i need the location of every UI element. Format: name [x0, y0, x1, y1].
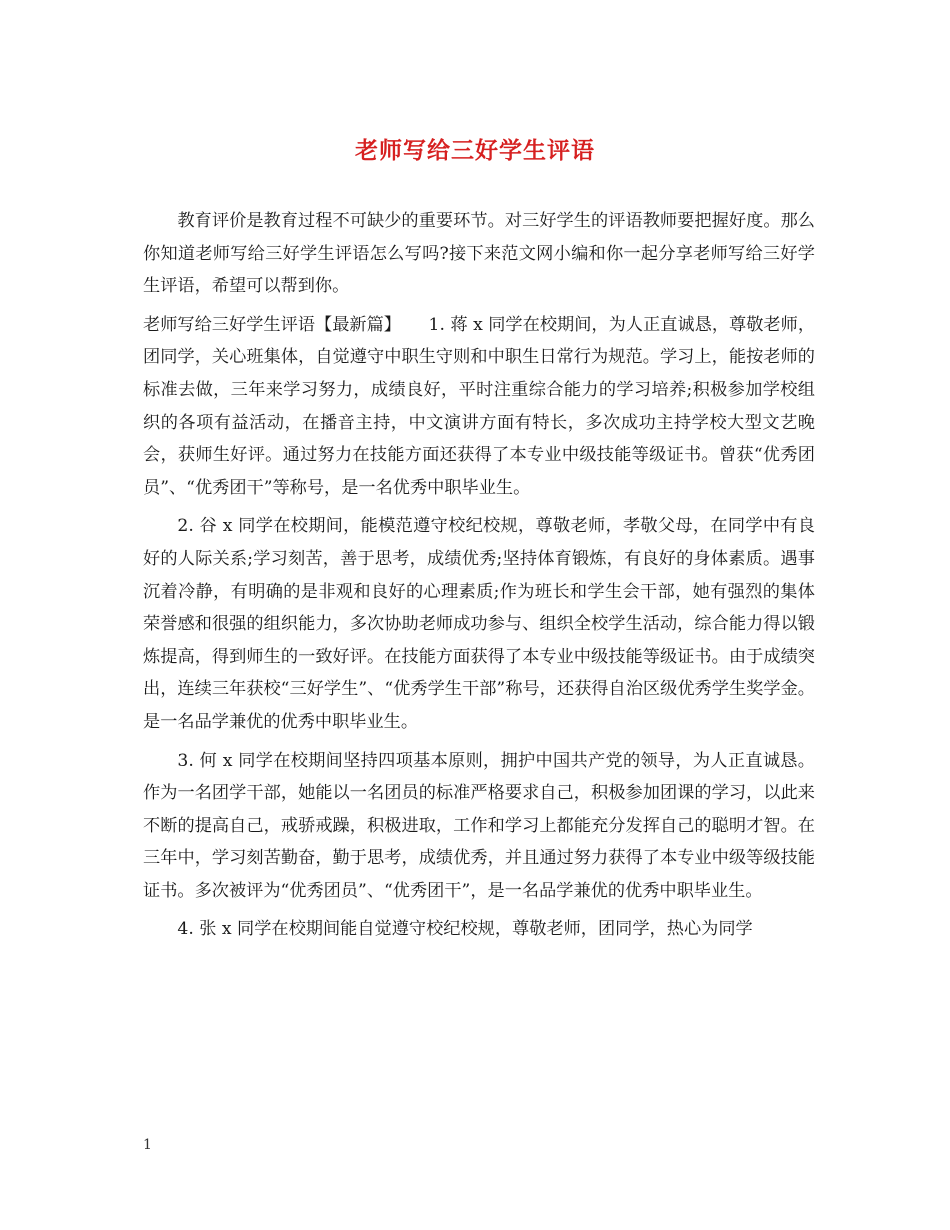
paragraph-item-4: 4. 张 x 同学在校期间能自觉遵守校纪校规，尊敬老师，团同学，热心为同学 [177, 919, 753, 940]
paragraph-item-2: 2. 谷 x 同学在校期间，能模范遵守校纪校规，尊敬老师，孝敬父母，在同学中有良好的人际关系;学习刻苦，善于思考，成绩优秀;坚持体育锻炼，有良好的身体素质。遇事沉着冷静，有明确的是非观和良好的心理素质;作为班长和学生会干部，她有强烈的集体荣誉感和很强的组织能力，多次协助老师成功参与、组织全校学生活动，综合能力得以锻炼提高，得到师生的一致好评。在技能方面获得了本专业中级技能等级证书。由于成绩突出，连续三年获校“三好学生”、“优秀学生干部”称号，还获得自治区级优秀学生奖学金。是一名品学兼优的优秀中职毕业生。 [143, 516, 815, 732]
paragraph-item-1 [143, 309, 815, 505]
paragraph-item-3: 3. 何 x 同学在校期间坚持四项基本原则，拥护中国共产党的领导，为人正直诚恳。作为一名团学干部，她能以一名团员的标准严格要求自己，积极参加团课的学习，以此来不断的提高自己，戒骄戒躁，积极进取，工作和学习上都能充分发挥自己的聪明才智。在三年中，学习刻苦勤奋，勤于思考，成绩优秀，并且通过努力获得了本专业中级等级技能证书。多次被评为“优秀团员”、“优秀团干”，是一名品学兼优的优秀中职毕业生。 [143, 750, 815, 901]
page-title: 老师写给三好学生评语 [355, 137, 595, 164]
item-1-text: 1. 蒋 x 同学在校期间，为人正直诚恳，尊敬老师，团同学，关心班集体，自觉遵守中职生守则和中职生日常行为规范。学习上，能按老师的标准去做，三年来学习努力，成绩良好，平时注重综合能力的学习培养;积极参加学校组织的各项有益活动，在播音主持，中文演讲方面有特长，多次成功主持学校大型文艺晚会，获师生好评。通过努力在技能方面还获得了本专业中级技能等级证书。曾获“优秀团员”、“优秀团干”等称号，是一名优秀中职毕业生。 [143, 314, 816, 498]
document-body [143, 205, 815, 952]
section-heading: 老师写给三好学生评语【最新篇】 [143, 314, 401, 335]
intro-paragraph: 教育评价是教育过程不可缺少的重要环节。对三好学生的评语教师要把握好度。那么你知道老师写给三好学生评语怎么写吗?接下来范文网小编和你一起分享老师写给三好学生评语，希望可以帮到你。 [143, 211, 815, 297]
page-number: 1 [143, 1137, 152, 1153]
